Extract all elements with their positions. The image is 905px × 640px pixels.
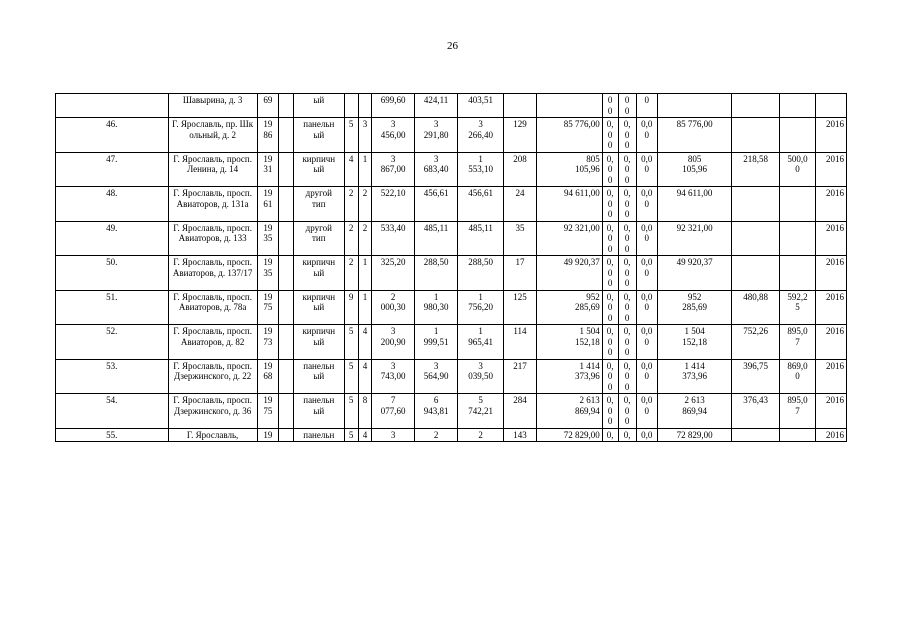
wall-material-cell: кирпичн ый: [293, 325, 344, 360]
unit-cost-cell: [732, 187, 780, 222]
owners-funds-cell: 2 613 869,94: [657, 394, 731, 429]
completion-year-cell: [816, 94, 847, 118]
entrances-cell: 1: [358, 290, 372, 325]
owners-funds-cell: 85 776,00: [657, 118, 731, 153]
unit-cost-cell: [732, 118, 780, 153]
owners-funds-cell: 1 414 373,96: [657, 359, 731, 394]
region-share-cell: 0, 0 0: [618, 325, 636, 360]
repair-cost-cell: 92 321,00: [536, 221, 602, 256]
municipal-share-cell: 0,0 0: [636, 290, 657, 325]
year-built-cell: 19 75: [257, 290, 278, 325]
fund-share-cell: 0, 0 0: [602, 290, 618, 325]
municipal-share-cell: 0,0 0: [636, 394, 657, 429]
unit-cost-cell: [732, 256, 780, 291]
total-area-cell: 3 867,00: [372, 152, 414, 187]
table-row: [56, 394, 847, 429]
residents-cell: 217: [503, 359, 536, 394]
limit-cost-cell: [780, 428, 816, 442]
floors-cell: 5: [344, 359, 358, 394]
unit-cost-cell: [732, 94, 780, 118]
table-row: [56, 256, 847, 291]
blank-cell: [278, 221, 293, 256]
floors-cell: 2: [344, 256, 358, 291]
year-built-cell: 19 31: [257, 152, 278, 187]
repair-cost-cell: 72 829,00: [536, 428, 602, 442]
wall-material-cell: другой тип: [293, 187, 344, 222]
unit-cost-cell: [732, 428, 780, 442]
table-row: [56, 221, 847, 256]
row-number: 48.: [56, 187, 169, 222]
entrances-cell: 2: [358, 221, 372, 256]
limit-cost-cell: [780, 187, 816, 222]
owners-funds-cell: 952 285,69: [657, 290, 731, 325]
address-cell: Г. Ярославль, пр. Школьный, д. 2: [168, 118, 257, 153]
residents-cell: 284: [503, 394, 536, 429]
address-cell: Г. Ярославль, просп. Авиаторов, д. 78а: [168, 290, 257, 325]
fund-share-cell: 0, 0 0: [602, 221, 618, 256]
table-row: [56, 152, 847, 187]
total-area-cell: 3: [372, 428, 414, 442]
entrances-cell: 1: [358, 256, 372, 291]
wall-material-cell: кирпичн ый: [293, 290, 344, 325]
residential-area-cell: 1 980,30: [414, 290, 458, 325]
completion-year-cell: 2016: [816, 256, 847, 291]
wall-material-cell: кирпичн ый: [293, 152, 344, 187]
residential-area-cell: 456,61: [414, 187, 458, 222]
unit-cost-cell: 376,43: [732, 394, 780, 429]
municipal-share-cell: 0,0 0: [636, 359, 657, 394]
fund-share-cell: 0,: [602, 428, 618, 442]
total-area-cell: 3 743,00: [372, 359, 414, 394]
entrances-cell: 2: [358, 187, 372, 222]
wall-material-cell: панельн: [293, 428, 344, 442]
table-row: [56, 187, 847, 222]
residential-area-cell: 3 683,40: [414, 152, 458, 187]
address-cell: Г. Ярославль, просп. Авиаторов, д. 131а: [168, 187, 257, 222]
residential-area-cell: 2: [414, 428, 458, 442]
owners-funds-cell: 805 105,96: [657, 152, 731, 187]
municipal-share-cell: 0,0 0: [636, 221, 657, 256]
blank-cell: [278, 187, 293, 222]
page-number: 26: [447, 40, 458, 52]
municipal-share-cell: 0,0 0: [636, 187, 657, 222]
row-number: 55.: [56, 428, 169, 442]
private-area-cell: 403,51: [458, 94, 504, 118]
limit-cost-cell: [780, 221, 816, 256]
blank-cell: [278, 152, 293, 187]
year-built-cell: 19: [257, 428, 278, 442]
unit-cost-cell: 480,88: [732, 290, 780, 325]
residents-cell: 114: [503, 325, 536, 360]
region-share-cell: 0, 0 0: [618, 394, 636, 429]
entrances-cell: 1: [358, 152, 372, 187]
table-row: [56, 94, 847, 118]
residential-area-cell: 3 291,80: [414, 118, 458, 153]
address-cell: Шавырина, д. 3: [168, 94, 257, 118]
fund-share-cell: 0, 0 0: [602, 325, 618, 360]
fund-share-cell: 0, 0 0: [602, 359, 618, 394]
region-share-cell: 0, 0 0: [618, 152, 636, 187]
floors-cell: 5: [344, 394, 358, 429]
row-number: 52.: [56, 325, 169, 360]
blank-cell: [278, 428, 293, 442]
completion-year-cell: 2016: [816, 152, 847, 187]
region-share-cell: 0,: [618, 428, 636, 442]
owners-funds-cell: 1 504 152,18: [657, 325, 731, 360]
blank-cell: [278, 256, 293, 291]
row-number: 47.: [56, 152, 169, 187]
completion-year-cell: 2016: [816, 290, 847, 325]
total-area-cell: 2 000,30: [372, 290, 414, 325]
limit-cost-cell: 895,0 7: [780, 325, 816, 360]
residential-area-cell: 3 564,90: [414, 359, 458, 394]
region-share-cell: 0, 0 0: [618, 118, 636, 153]
total-area-cell: 522,10: [372, 187, 414, 222]
residential-area-cell: 288,50: [414, 256, 458, 291]
region-share-cell: 0, 0 0: [618, 290, 636, 325]
row-number: 53.: [56, 359, 169, 394]
repair-cost-cell: 85 776,00: [536, 118, 602, 153]
blank-cell: [278, 325, 293, 360]
limit-cost-cell: 869,0 0: [780, 359, 816, 394]
year-built-cell: 19 61: [257, 187, 278, 222]
limit-cost-cell: [780, 94, 816, 118]
limit-cost-cell: 500,0 0: [780, 152, 816, 187]
year-built-cell: 19 86: [257, 118, 278, 153]
entrances-cell: 4: [358, 428, 372, 442]
row-number: 51.: [56, 290, 169, 325]
private-area-cell: 485,11: [458, 221, 504, 256]
residents-cell: 143: [503, 428, 536, 442]
limit-cost-cell: 895,0 7: [780, 394, 816, 429]
blank-cell: [278, 359, 293, 394]
residents-cell: 17: [503, 256, 536, 291]
completion-year-cell: 2016: [816, 359, 847, 394]
floors-cell: 2: [344, 221, 358, 256]
fund-share-cell: 0, 0 0: [602, 118, 618, 153]
repair-cost-cell: [536, 94, 602, 118]
table-row: [56, 325, 847, 360]
table-body: [56, 94, 847, 442]
repair-cost-cell: 2 613 869,94: [536, 394, 602, 429]
unit-cost-cell: 396,75: [732, 359, 780, 394]
repair-cost-cell: 1 414 373,96: [536, 359, 602, 394]
private-area-cell: 3 039,50: [458, 359, 504, 394]
address-cell: Г. Ярославль, просп. Дзержинского, д. 36: [168, 394, 257, 429]
total-area-cell: 7 077,60: [372, 394, 414, 429]
floors-cell: 5: [344, 428, 358, 442]
completion-year-cell: 2016: [816, 428, 847, 442]
unit-cost-cell: 218,58: [732, 152, 780, 187]
owners-funds-cell: 92 321,00: [657, 221, 731, 256]
owners-funds-cell: [657, 94, 731, 118]
residential-area-cell: 1 999,51: [414, 325, 458, 360]
private-area-cell: 3 266,40: [458, 118, 504, 153]
region-share-cell: 0, 0 0: [618, 256, 636, 291]
entrances-cell: 8: [358, 394, 372, 429]
address-cell: Г. Ярославль, просп. Авиаторов, д. 133: [168, 221, 257, 256]
completion-year-cell: 2016: [816, 187, 847, 222]
repair-cost-cell: 49 920,37: [536, 256, 602, 291]
owners-funds-cell: 49 920,37: [657, 256, 731, 291]
year-built-cell: 19 68: [257, 359, 278, 394]
entrances-cell: 3: [358, 118, 372, 153]
total-area-cell: 699,60: [372, 94, 414, 118]
residents-cell: 208: [503, 152, 536, 187]
table-row: [56, 359, 847, 394]
year-built-cell: 19 73: [257, 325, 278, 360]
residents-cell: 129: [503, 118, 536, 153]
blank-cell: [278, 290, 293, 325]
repair-cost-cell: 1 504 152,18: [536, 325, 602, 360]
unit-cost-cell: [732, 221, 780, 256]
municipal-share-cell: 0,0 0: [636, 256, 657, 291]
region-share-cell: 0, 0 0: [618, 187, 636, 222]
region-share-cell: 0 0: [618, 94, 636, 118]
floors-cell: 2: [344, 187, 358, 222]
blank-cell: [278, 94, 293, 118]
entrances-cell: [358, 94, 372, 118]
repair-cost-cell: 94 611,00: [536, 187, 602, 222]
wall-material-cell: панельн ый: [293, 118, 344, 153]
repair-cost-cell: 805 105,96: [536, 152, 602, 187]
fund-share-cell: 0, 0 0: [602, 152, 618, 187]
residential-area-cell: 6 943,81: [414, 394, 458, 429]
address-cell: Г. Ярославль,: [168, 428, 257, 442]
wall-material-cell: панельн ый: [293, 394, 344, 429]
row-number: 46.: [56, 118, 169, 153]
fund-share-cell: 0, 0 0: [602, 187, 618, 222]
residential-area-cell: 424,11: [414, 94, 458, 118]
region-share-cell: 0, 0 0: [618, 221, 636, 256]
table-row: [56, 290, 847, 325]
year-built-cell: 19 75: [257, 394, 278, 429]
fund-share-cell: 0 0: [602, 94, 618, 118]
table-row: [56, 118, 847, 153]
region-share-cell: 0, 0 0: [618, 359, 636, 394]
owners-funds-cell: 94 611,00: [657, 187, 731, 222]
residents-cell: 125: [503, 290, 536, 325]
row-number: [56, 94, 169, 118]
year-built-cell: 69: [257, 94, 278, 118]
fund-share-cell: 0, 0 0: [602, 394, 618, 429]
completion-year-cell: 2016: [816, 118, 847, 153]
housing-register-table: [55, 93, 847, 442]
year-built-cell: 19 35: [257, 256, 278, 291]
completion-year-cell: 2016: [816, 221, 847, 256]
private-area-cell: 5 742,21: [458, 394, 504, 429]
total-area-cell: 3 456,00: [372, 118, 414, 153]
address-cell: Г. Ярославль, просп. Авиаторов, д. 82: [168, 325, 257, 360]
wall-material-cell: кирпичн ый: [293, 256, 344, 291]
municipal-share-cell: 0,0 0: [636, 325, 657, 360]
unit-cost-cell: 752,26: [732, 325, 780, 360]
private-area-cell: 1 756,20: [458, 290, 504, 325]
table-row: [56, 428, 847, 442]
limit-cost-cell: 592,2 5: [780, 290, 816, 325]
floors-cell: [344, 94, 358, 118]
floors-cell: 5: [344, 325, 358, 360]
limit-cost-cell: [780, 118, 816, 153]
total-area-cell: 533,40: [372, 221, 414, 256]
private-area-cell: 456,61: [458, 187, 504, 222]
private-area-cell: 2: [458, 428, 504, 442]
address-cell: Г. Ярославль, просп. Дзержинского, д. 22: [168, 359, 257, 394]
municipal-share-cell: 0,0 0: [636, 118, 657, 153]
residential-area-cell: 485,11: [414, 221, 458, 256]
floors-cell: 5: [344, 118, 358, 153]
completion-year-cell: 2016: [816, 394, 847, 429]
row-number: 50.: [56, 256, 169, 291]
blank-cell: [278, 394, 293, 429]
wall-material-cell: панельн ый: [293, 359, 344, 394]
owners-funds-cell: 72 829,00: [657, 428, 731, 442]
completion-year-cell: 2016: [816, 325, 847, 360]
municipal-share-cell: 0: [636, 94, 657, 118]
residents-cell: [503, 94, 536, 118]
total-area-cell: 3 200,90: [372, 325, 414, 360]
floors-cell: 9: [344, 290, 358, 325]
private-area-cell: 288,50: [458, 256, 504, 291]
private-area-cell: 1 965,41: [458, 325, 504, 360]
limit-cost-cell: [780, 256, 816, 291]
total-area-cell: 325,20: [372, 256, 414, 291]
wall-material-cell: другой тип: [293, 221, 344, 256]
private-area-cell: 1 553,10: [458, 152, 504, 187]
row-number: 49.: [56, 221, 169, 256]
residents-cell: 35: [503, 221, 536, 256]
residents-cell: 24: [503, 187, 536, 222]
fund-share-cell: 0, 0 0: [602, 256, 618, 291]
entrances-cell: 4: [358, 325, 372, 360]
repair-cost-cell: 952 285,69: [536, 290, 602, 325]
blank-cell: [278, 118, 293, 153]
floors-cell: 4: [344, 152, 358, 187]
row-number: 54.: [56, 394, 169, 429]
municipal-share-cell: 0,0 0: [636, 152, 657, 187]
address-cell: Г. Ярославль, просп. Авиаторов, д. 137/17: [168, 256, 257, 291]
year-built-cell: 19 35: [257, 221, 278, 256]
entrances-cell: 4: [358, 359, 372, 394]
address-cell: Г. Ярославль, просп. Ленина, д. 14: [168, 152, 257, 187]
wall-material-cell: ый: [293, 94, 344, 118]
municipal-share-cell: 0,0: [636, 428, 657, 442]
